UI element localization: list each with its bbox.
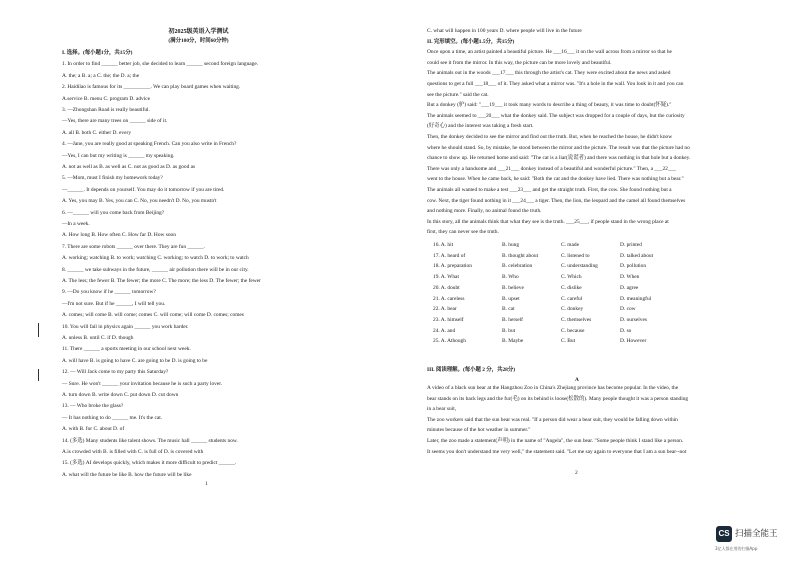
question-line: A. How long B. How often C. How far D. How soon — [62, 232, 176, 239]
cloze-option: D. cow — [620, 306, 636, 313]
question-line: A. unless B. until C. if D. though — [62, 335, 134, 341]
cloze-option-number: 25. A. Athough — [433, 338, 466, 345]
cloze-option: B. upset — [502, 295, 520, 302]
passage-line: and nothing more. Finally, no animal found the truth. — [427, 208, 542, 215]
scanner-app-name: 扫描全能王 — [735, 529, 778, 539]
reading-heading: III. 阅读理解。(每小题 2 分，共28分) — [427, 367, 516, 373]
passage-line: questions to get a full ___18___ of it. They asked what a mirror was. "It's a hole in the wall. You look in it and you can — [427, 81, 684, 87]
cloze-option: C. made — [561, 242, 579, 248]
question-line: A. comes; will come B. will come; comes C. will come; will come D. comes; comes — [62, 312, 244, 319]
cloze-option: B. celebration — [502, 263, 533, 270]
cloze-option-number: 22. A. bear — [433, 306, 457, 313]
reading-line: Later, the zoo made a statement(声明) in the name of "Angela", the sun bear. "Some people think I stand like a person. — [427, 438, 684, 444]
passage-line: The animals all wanted to make a test ___23___ and get the straight truth. First, the cow. She found nothing but a — [427, 187, 672, 193]
question-line: A.is crowded with B. is filled with C. is full of D. is covered with — [62, 449, 204, 455]
passage-line: went to the house. When he came back, he said: "Both the cat and the donkey have lied. There was nothing but a bear." — [427, 176, 684, 183]
passage-line: cow. Next, the tiger found nothing in it ___24___ a tiger. Then, the lion, the leopard and the camel all found themselves — [427, 197, 686, 204]
reading-line: It seems you don't understand me very well," the statement said. "Let me say again to everyone that I am a sun bear--not — [427, 448, 687, 455]
cloze-option: D. agree — [620, 284, 639, 291]
passage-line: Then, the donkey decided to see the mirror and find out the truth. But, when he reached the house, he didn't know — [427, 134, 673, 140]
cloze-option: B. hung — [502, 242, 520, 248]
passage-line: But a donkey (驴) said: "___19___ it took many words to describe a thing of beauty, it was time to doubt(怀疑)." — [427, 102, 672, 109]
passage-line: see the picture." said the cat. — [427, 91, 489, 98]
question-line: A. what will the future be like B. how the future will be like — [62, 471, 192, 478]
cloze-option-number: 19. A. What — [433, 274, 459, 281]
question-line: 12. — Will Jack come to my party this Saturday? — [62, 369, 169, 376]
page-number-right: 2 — [575, 470, 578, 476]
cloze-option: B. believe — [502, 284, 524, 291]
passage-line: There was only a handsome and ___21___ donkey instead of a beautiful and wonderful picture." Then, a ___22___ — [427, 165, 676, 172]
question-line: —Yes, there are many trees on ______ side of it. — [62, 118, 168, 125]
question-line: A. working; watching B. to work; watching C. working; to watch D. to work; to watch — [62, 255, 249, 262]
cloze-option: D. printed — [620, 242, 642, 248]
question-line: 10. You will fail in physics again ______ you work harder. — [62, 323, 189, 330]
question-line: 1. In order to find ______ better job, she decided to learn ______ second foreign language. — [62, 61, 259, 68]
question-line: A. the; a B. a; a C. the; the D. a; the — [62, 72, 140, 79]
cloze-option: C. themselves — [561, 316, 592, 323]
cloze-option: B. but — [502, 327, 516, 334]
cloze-option: B. cat — [502, 306, 515, 313]
cloze-option: B. Who — [502, 274, 519, 281]
question-line: 2. Haidilao is famous for its __________. We can play board games when waiting. — [62, 84, 241, 91]
passage-line: C. what will happen in 100 years D. where people will live in the future — [427, 28, 582, 34]
question-line: —In a week. — [62, 221, 90, 227]
cloze-option: D. However — [620, 338, 647, 345]
cloze-option: C. careful — [561, 295, 583, 302]
scanner-slogan: 3亿人都在用的扫描App — [715, 546, 758, 551]
question-line: 3. —Zhongshan Road is really beautiful. — [62, 107, 150, 113]
cloze-option: B. thought about — [502, 252, 539, 259]
cloze-option: C. understanding — [561, 263, 598, 270]
question-line: A.service B. menu C. program D. advice — [62, 95, 151, 102]
question-line: A. turn down B. write down C. put down D. cut down — [62, 392, 179, 398]
cloze-option-number: 20. A. doubt — [433, 284, 460, 291]
question-line: 7. There are some robots ______ over there. They are fun ______. — [62, 243, 205, 250]
question-line: A. all B. both C. either D. every — [62, 129, 132, 136]
question-line: A. with B. for C. about D. of — [62, 426, 125, 433]
passage-line: II. 完形填空。(每小题1.5分，共15分) — [427, 38, 515, 45]
reading-line: in a bear suit, — [427, 406, 457, 413]
cloze-option: D. ourselves — [620, 316, 647, 323]
question-line: — It has nothing to do ______ me. It's the cat. — [62, 414, 163, 421]
page-subtitle: (满分100分，时间60分钟) — [168, 38, 229, 44]
passage-line: The animals seemed to ___20___ what the donkey said. The subject was dropped for a couple of days, but the curiosity — [427, 112, 685, 119]
passage-line: In this story, all the animals think that what they see is the truth. ___25___, if people stand in the wrong place at — [427, 218, 669, 225]
cloze-option: D. meaningful — [620, 295, 652, 302]
reading-line: A video of a black sun bear at the Hangzhou Zoo in China's Zhejiang province has become popular. In the video, the — [427, 385, 679, 391]
passage-line: chance to show up. He returned home and said: "The cat is a liar(说谎者) and there was nothing in that hole but a donkey. — [427, 155, 691, 162]
passage-label: A — [575, 377, 579, 383]
passage-line: could see it from the mirror. In this way, the picture can be more lovely and beautiful. — [427, 59, 612, 66]
question-line: I. 选择。(每小题1分，共15分) — [62, 50, 133, 56]
cloze-option: C. listened to — [561, 252, 590, 259]
cloze-option: C. because — [561, 327, 585, 334]
cloze-option-number: 23. A. himself — [433, 316, 464, 323]
scan-edge-mark — [38, 369, 39, 381]
passage-line: where he should stand. So, by mistake, he stood between the mirror and the picture. The result was that the picture had no — [427, 144, 690, 151]
cloze-option: D. When — [620, 274, 640, 281]
reading-line: The zoo workers said that the sun bear was real. "If a person did wear a bear suit, they would be falling down within — [427, 416, 678, 423]
question-line: 4. —Jane, you are really good at speaking French. Can you also write in French? — [62, 141, 237, 148]
page-number-left: 1 — [205, 481, 208, 487]
question-line: A. Yes, you may B. Yes, you can C. No, you needn't D. No, you mustn't — [62, 198, 217, 205]
cloze-option: C. dislike — [561, 284, 582, 291]
cloze-option-number: 17. A. heard of — [433, 252, 466, 259]
passage-line: The animals out in the woods ___17___ this through the artist's cat. They were excited about the news and asked — [427, 70, 671, 77]
cloze-option: D. talked about — [620, 252, 654, 259]
passage-line: first, they can never see the truth. — [427, 229, 499, 236]
reading-line: minutes because of the hot weather in summer." — [427, 427, 531, 434]
question-line: 9. —Do you know if he ______ tomorrow? — [62, 289, 156, 296]
passage-line: Once upon a time, an artist painted a beautiful picture. He ___16___ it on the wall across from a mirror so that he — [427, 49, 672, 56]
question-line: 14. (多选) Many students like talent shows. The music hall ______ students now. — [62, 437, 238, 444]
cloze-option-number: 16. A. hit — [433, 242, 454, 248]
cloze-option: D. pollution — [620, 263, 647, 270]
question-line: A. not as well as B. as well as C. not as good as D. as good as — [62, 164, 196, 170]
cloze-option-number: 21. A. careless — [433, 295, 465, 302]
cloze-option: C. But — [561, 338, 576, 345]
scan-edge-mark — [38, 323, 39, 337]
question-line: 13. — Who broke the glass? — [62, 403, 124, 410]
cloze-option-number: 24. A. and — [433, 327, 456, 334]
cloze-option: D. so — [620, 327, 632, 334]
question-line: 8. ______ we take subways in the future, ______ air pollution there will be in our city. — [62, 266, 249, 273]
question-line: A. will have B. is going to have C. are going to be D. is going to be — [62, 357, 208, 364]
question-line: 15. (多选) AI develops quickly, which makes it more difficult to predict ______. — [62, 460, 237, 467]
question-line: 11. There ______ a sports meeting in our school next week. — [62, 346, 191, 353]
question-line: —I'm not sure. But if he ______, I will tell you. — [62, 300, 166, 307]
page-title: 初2025级英语入学测试 — [168, 29, 229, 35]
question-line: — Sure. He won't ______ your invitation because he is such a party lover. — [62, 380, 223, 387]
question-line: —Yes, I can but my writing is ______ my speaking. — [62, 152, 175, 159]
cloze-option: B. herself — [502, 316, 523, 323]
question-line: A. The less; the fewer B. The fewer; the more C. The more; the less D. The fewer; the fewer — [62, 278, 261, 284]
cloze-option-number: 18. A. preparation — [433, 263, 472, 270]
cloze-option: C. donkey — [561, 306, 584, 313]
scanner-logo-icon: CS — [716, 526, 732, 542]
question-line: 5. —Mom, must I finish my homework today? — [62, 175, 163, 182]
question-line: —______. It depends on yourself. You may do it tomorrow if you are tired. — [62, 186, 225, 193]
cloze-option: B. Maybe — [502, 338, 524, 345]
passage-line: (好奇心) and the interest was taking a fresh start. — [427, 123, 534, 130]
cloze-option: C. Which — [561, 274, 582, 281]
question-line: 6. —______ will you come back from Beijing? — [62, 209, 165, 216]
right-page — [397, 0, 794, 561]
reading-line: bear stands on its back legs and the fur(毛) on its behind is loose(松散的). Many people thought it was a person standing — [427, 395, 689, 402]
